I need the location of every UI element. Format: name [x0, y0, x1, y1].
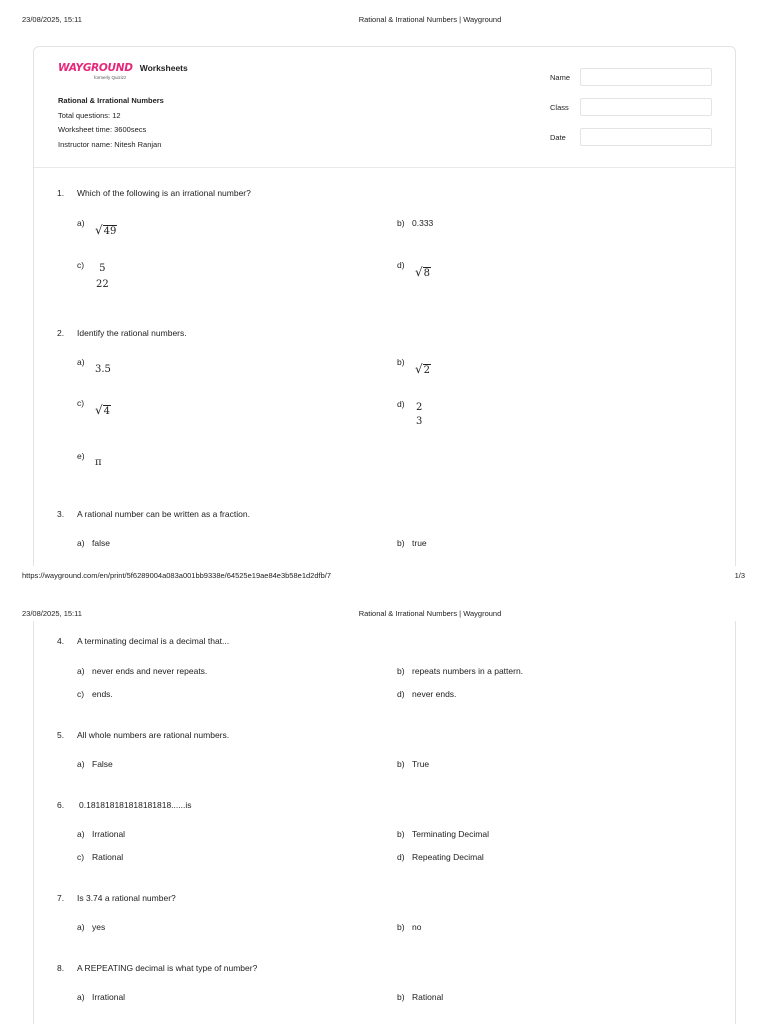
sqrt-expression: √ 2	[415, 362, 431, 376]
sqrt-expression: √ 4	[95, 403, 111, 417]
date-label: Date	[550, 133, 566, 142]
sqrt-expression: √ 8	[415, 265, 431, 279]
fraction-expression: 5 22	[96, 263, 109, 290]
worksheet-header	[34, 47, 735, 168]
sqrt-expression: √ 49	[95, 223, 117, 237]
pi-symbol: π	[95, 457, 102, 468]
question-number: 1.	[57, 188, 65, 198]
fraction-expression: 2 3	[416, 402, 423, 427]
wayground-logo-icon: WAYGROUND	[58, 62, 133, 74]
page-number: 1/3	[734, 571, 745, 580]
instructor-name: Instructor name: Nitesh Ranjan	[58, 140, 162, 149]
class-field[interactable]	[580, 98, 712, 116]
date-field[interactable]	[580, 128, 712, 146]
name-label: Name	[550, 73, 571, 82]
worksheet-card	[33, 46, 736, 566]
worksheet-title: Rational & Irrational Numbers	[58, 96, 164, 105]
total-questions: Total questions: 12	[58, 111, 121, 120]
print-datetime: 23/08/2025, 15:11	[22, 15, 82, 24]
logo-subtitle: formerly Quizizz	[94, 75, 127, 80]
question-text: Which of the following is an irrational number?	[77, 188, 251, 198]
print-title: Rational & Irrational Numbers | Wayground	[358, 15, 502, 24]
print-url: https://wayground.com/en/print/5f6289004a083a001bb9338e/64525e19ae84e3b58e1d2dfb/7	[22, 571, 332, 580]
product-name: Worksheets	[139, 63, 188, 73]
class-label: Class	[550, 103, 569, 112]
name-field[interactable]	[580, 68, 712, 86]
worksheet-time: Worksheet time: 3600secs	[58, 125, 147, 134]
brand-logo	[58, 62, 188, 80]
